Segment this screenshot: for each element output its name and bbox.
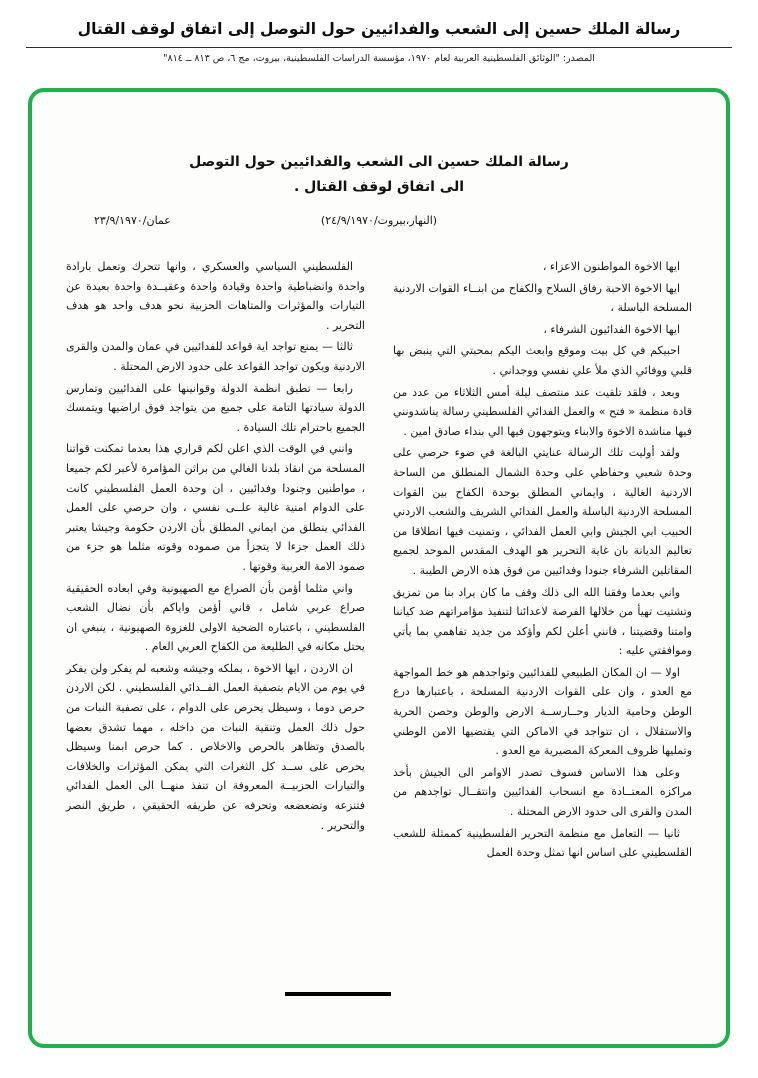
dateline-place: عمان/٢٣/٩/١٩٧٠ [94,214,171,227]
document-title-line1: رسالة الملك حسين الى الشعب والفدائيين حول التوصل [189,154,569,170]
column-left [66,256,365,865]
header-divider [26,47,732,48]
dateline-newspaper: (النهار،بيروت/٢٤/٩/١٩٧٠) [320,214,438,227]
paragraph: ولقد أوليت تلك الرسالة عنايتي البالغة في ضوء حرصي على وحدة شعبي وحفاظي على وحدة الشمال المنطلق من الساحة الاردنية الغالية ، وايماني المطلق بوحدة الكفاح بين القوات المسلحة الاردنية الباسلة والعمل الفدائي الشريف والشعب الاردني الحبيب ابي الجيش وابي العمل الفدائي ، وتمنيت فيها انطلاقا من تعاليم الديانة بان غاية التحرير هو الهدف المقدس الموحد لجميع المقاتلين الشرفاء جنودا وفدائيين من فوق هذه الارض الطيبة . [393,446,692,577]
paragraph: ثالثا — يمنع تواجد اية قواعد للفدائيين في عمان والمدن والقرى الاردنية ويكون تواجد القواعد على حدود الارض المحتلة . [66,340,365,373]
paragraph: وبعد ، فلقد تلقيت عند منتصف ليلة أمس الثلاثاء من عدد من قادة منظمة « فتح » والعمل الفدائي الفلسطيني رسالة يناشدونني فيها مناشدة الاخوة والابناء ويتوجهون فيها الي بنداء صادق امين . [393,385,692,438]
document-title-line2: الى اتفاق لوقف القتال . [293,179,465,195]
paragraph: الفلسطيني السياسي والعسكري ، وانها تتحرك وتعمل بارادة واحدة وانضباطية واحدة وقيادة واحدة وعقيــدة واحدة بعيدة عن التيارات والمؤثرات والمتاهات الحزبية نحو هدف واحد هو هدف التحرير . [66,260,365,332]
dateline [66,214,692,236]
paragraph: ايها الاخوة الاحبة رفاق السلاح والكفاح من ابنــاء القوات الاردنية المسلحة الباسلة ، [393,281,692,315]
paragraph: وعلى هذا الاساس فسوف تصدر الاوامر الى الجيش بأخذ مراكزه المعتــادة مع انسحاب الفدائيين وانتقــال تواجدهم من المدن والقرى الى حدود الارض المحتلة . [393,765,692,819]
document-title [66,150,692,200]
paragraph: ايها الاخوة المواطنون الاعزاء ، [542,260,680,273]
paragraph: وانني في الوقت الذي اعلن لكم قراري هذا بعدما تمكنت قواتنا المسلحة من انقاذ بلدنا الغالي من براثن المؤامرة لأعبر لكم جميعا ، مواطنين وجنودا وفدائيين ، ان وحدة العمل الفلسطيني كانت على الدوام امنية غالية علــى نفسي ، وان حرصي على العمل الفدائي ينطلق من ايماني المطلق بأن الاردن حكومة وجيشا يعتبر ذلك العمل جزءا لا يتجزأ من صموده وقوته مثلما هو جزء من صمود الامة العربية وقوتها . [66,442,365,573]
scan-artifact-bar [285,992,391,996]
document-scan [32,92,726,1044]
paragraph: واني مثلما أؤمن بأن الصراع مع الصهيونية وفي ابعاده الحقيقية صراع عربي شامل ، فاني أؤمن واياكم بأن نضال الشعب الفلسطيني ، باعتباره الضحية الاولى للغزوة الصهيونية ، ينبغي ان يحتل مكانه في الطليعة من الكفاح العربي العام . [66,581,365,654]
paragraph: واني بعدما وفقنا الله الى ذلك وقف ما كان يراد بنا من تمزيق وتشتيت تهيأ من خلالها الفرصة لاعدائنا لتنفيذ مؤامراتهم ضد كياننا وامتنا وقضيتنا ، فانني أعلن لكم وأؤكد من جديد تفاهمي بما يأتي وموافقتي عليه : [393,585,692,658]
paragraph: اولا — ان المكان الطبيعي للفدائيين وتواجدهم هو خط المواجهة مع العدو ، وان على القوات الاردنية المسلحة ، باعتبارها درع الوطن وحامية الديار وحــارســة الارض والوطن وحصن الحرية والاستقلال ، ان تتواجد في الاماكن التي يقتضيها الامن الوطني وتمليها ظروف المعركة المصيرية مع العدو . [393,665,692,758]
document-body [66,256,692,865]
page-header [0,0,758,64]
paragraph: احبيكم في كل بيت وموقع وابعث اليكم بمحبتي التي ينبض بها قلبي ووفائي الذي ملأ علي نفسي ووجداني . [393,344,692,377]
paragraph: رابعا — تطبق انظمة الدولة وقوانينها على الفدائيين وتمارس الدولة سيادتها التامة على جميع من يتواجد فوق اراضيها ويتمسك الجميع باحترام تلك السيادة . [66,381,365,434]
paragraph: ثانيا — التعامل مع منظمة التحرير الفلسطينية كممثلة للشعب الفلسطيني على اساس انها تمثل وحدة العمل [393,826,692,860]
column-right [393,256,692,865]
paragraph: ان الاردن ، ايها الاخوة ، بملكه وجيشه وشعبه لم يفكر ولن يفكر في يوم من الايام بتصفية العمل الفــدائي الفلسطيني . لكن الاردن حرص دوما ، وسيظل يحرص على الدوام ، على تصفية النبات من حول ذلك العمل وتنقية النبات من داخله ، مهما تشدق بعضها بالصدق وتظاهر بالحرص والاخلاص . كما حرص ابمنا وسيظل يحرص على ســد كل الثغرات التي يمكن المؤثرات والخلافات والتيارات الحزبيــة المعروفة ان تنفذ منهــا الى العمل الفدائي فتنزعه وتضعضعه وتحرفه عن طريقه الحقيقي ، طريق النصر والتحرير . [66,661,365,832]
source-citation: المصدر: "الوثائق الفلسطينية العربية لعام ١٩٧٠، مؤسسة الدراسات الفلسطينية، بيروت، مج ٦، ص ٨١٣ ــ ٨١٤" [163,53,595,64]
paragraph: ايها الاخوة الفدائيون الشرفاء ، [543,322,680,336]
green-frame [28,88,730,1048]
page-title: رسالة الملك حسين إلى الشعب والفدائيين حول التوصل إلى اتفاق لوقف القتال [77,20,681,38]
